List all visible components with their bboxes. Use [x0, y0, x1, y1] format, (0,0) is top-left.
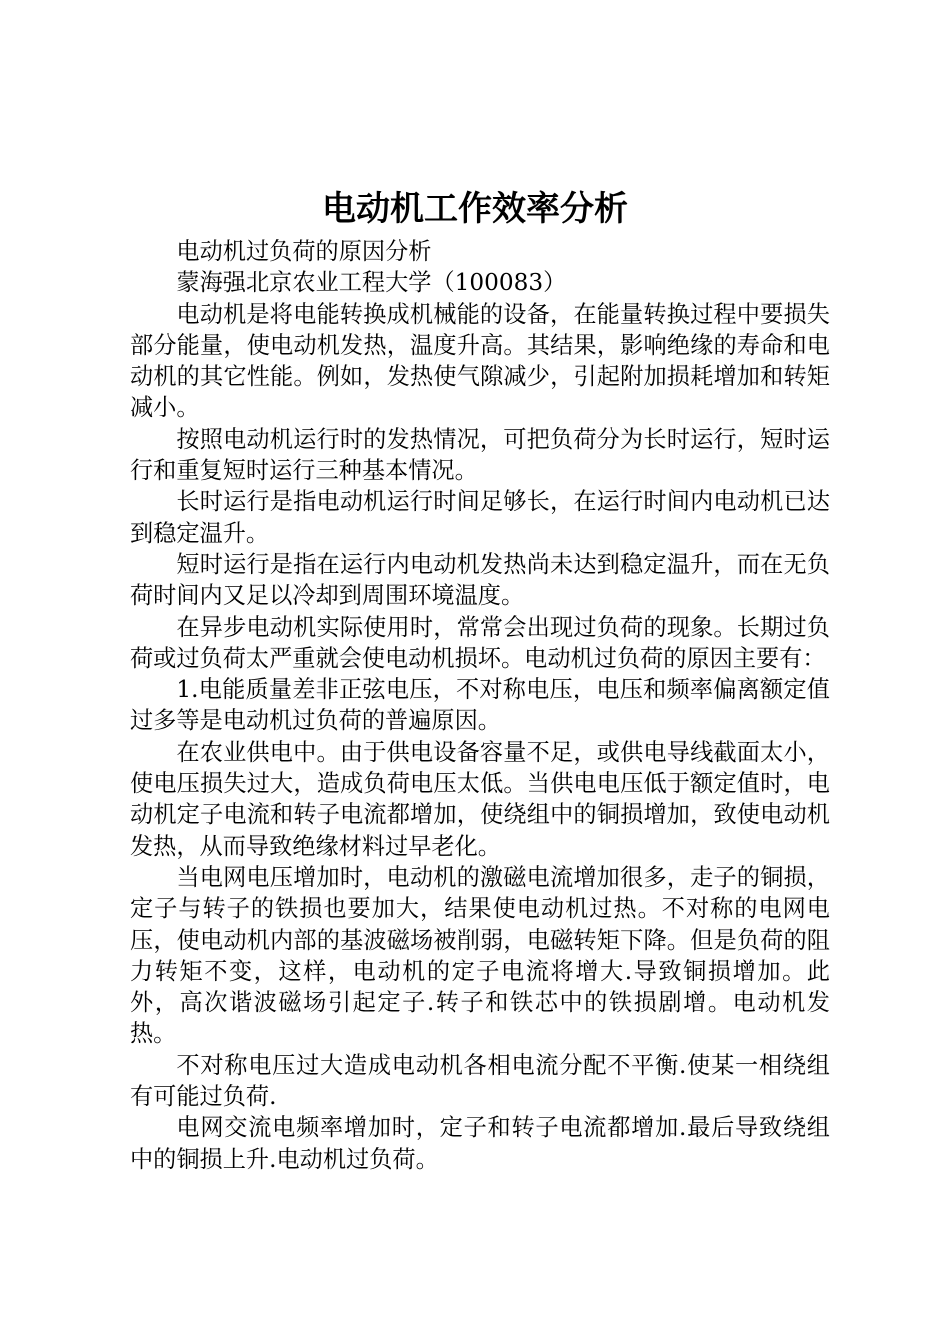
subtitle: 电动机过负荷的原因分析: [176, 238, 432, 265]
paragraph: 短时运行是指在运行内电动机发热尚未达到稳定温升，而在无负荷时间内又足以冷却到周围环境温度。: [130, 550, 830, 610]
author-line: 蒙海强北京农业工程大学（100083）: [176, 269, 567, 297]
paragraph: 在异步电动机实际使用时，常常会出现过负荷的现象。长期过负荷或过负荷太严重就会使电动机损坏。电动机过负荷的原因主要有：: [130, 613, 830, 672]
paragraph: 长时运行是指电动机运行时间足够长，在运行时间内电动机已达到稳定温升。: [130, 488, 830, 547]
paragraph: 不对称电压过大造成电动机各相电流分配不平衡.使某一相绕组有可能过负荷.: [130, 1051, 830, 1111]
document-title: 电动机工作效率分析: [322, 189, 628, 229]
paragraph: 电网交流电频率增加时，定子和转子电流都增加.最后导致绕组中的铜损上升.电动机过负荷。: [130, 1114, 830, 1173]
document-body: [130, 236, 830, 1175]
paragraph: 在农业供电中。由于供电设备容量不足，或供电导线截面太小，使电压损失过大，造成负荷电压太低。当供电电压低于额定值时，电动机定子电流和转子电流都增加，使绕组中的铜损增加，致使电动机发热，从而导致绝缘材料过早老化。: [130, 738, 830, 860]
paragraph: 按照电动机运行时的发热情况，可把负荷分为长时运行，短时运行和重复短时运行三种基本情况。: [130, 425, 830, 485]
paragraph: 1.电能质量差非正弦电压，不对称电压，电压和频率偏离额定值过多等是电动机过负荷的普遍原因。: [130, 676, 830, 735]
paragraph: 当电网电压增加时，电动机的激磁电流增加很多，走子的铜损，定子与转子的铁损也要加大，结果使电动机过热。不对称的电网电压，使电动机内部的基波磁场被削弱，电磁转矩下降。但是负荷的阻力转矩不变，这样，电动机的定子电流将增大.导致铜损增加。此外，高次谐波磁场引起定子.转子和铁芯中的铁损剧增。电动机发热。: [130, 863, 830, 1048]
paragraph: 电动机是将电能转换成机械能的设备，在能量转换过程中要损失部分能量，使电动机发热，温度升高。其结果，影响绝缘的寿命和电动机的其它性能。例如，发热使气隙减少，引起附加损耗增加和转矩减小。: [130, 300, 830, 422]
